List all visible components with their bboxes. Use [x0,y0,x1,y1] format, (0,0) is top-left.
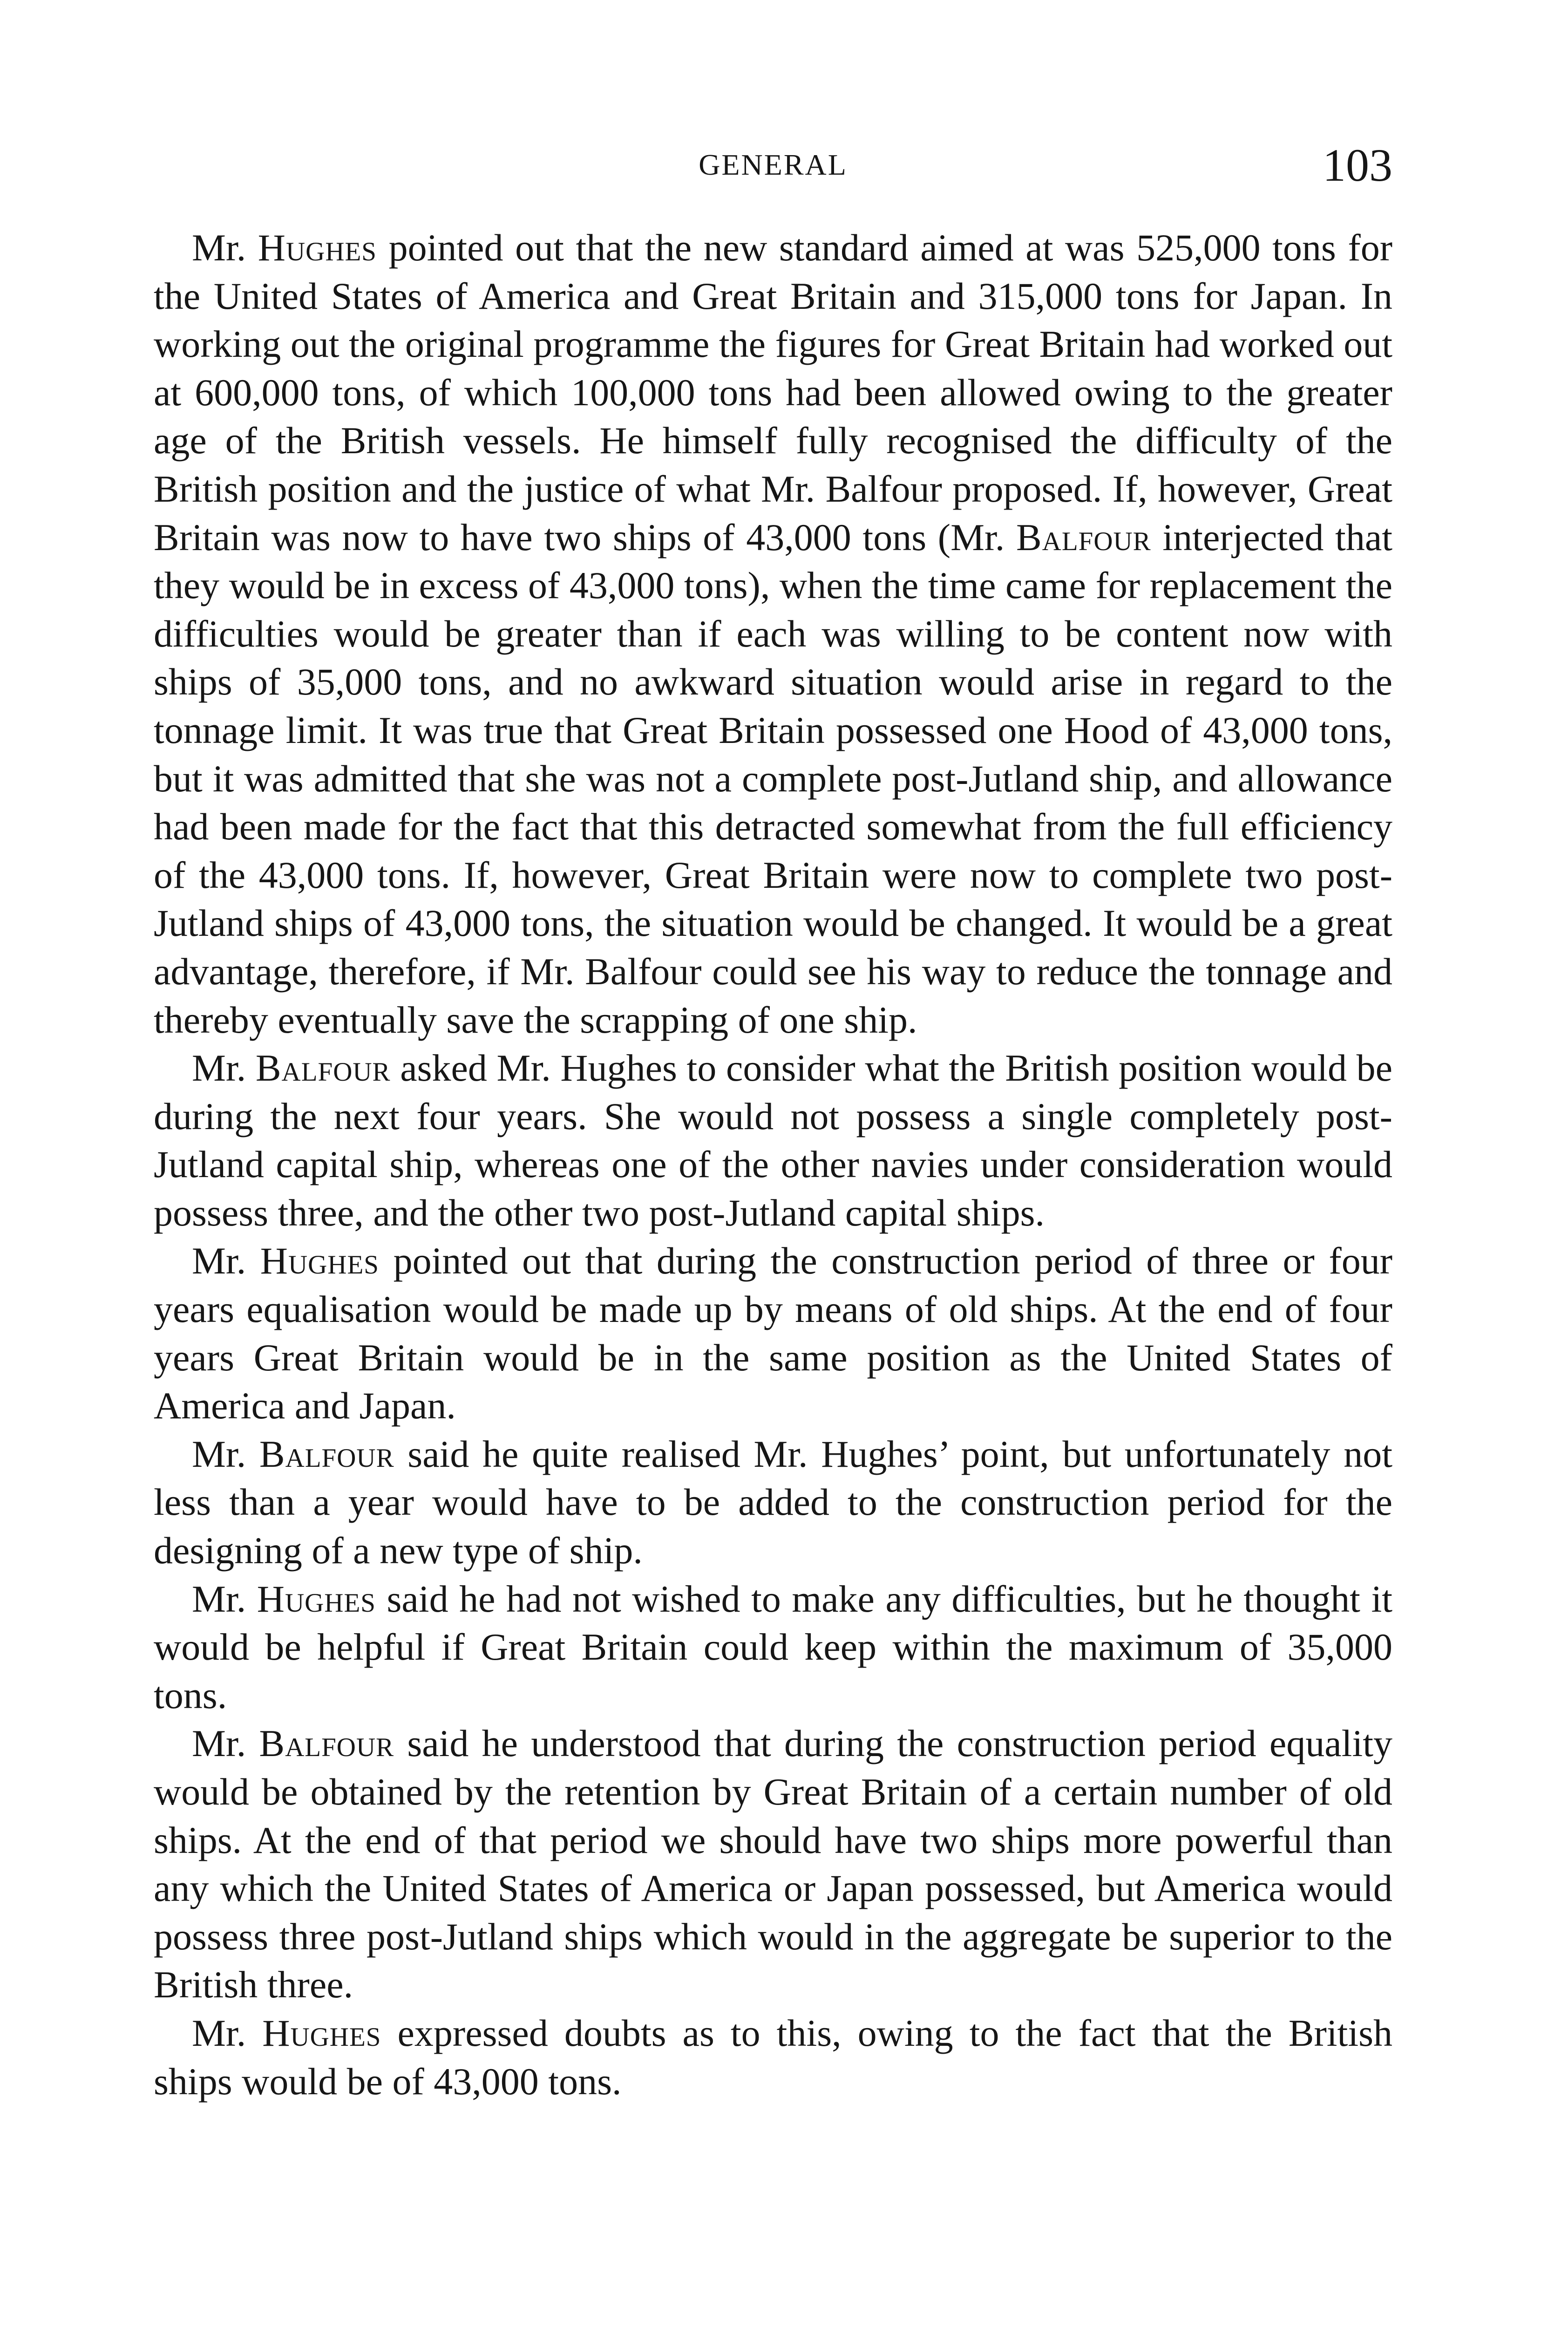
paragraph-balfour-position [154,1044,1392,1237]
speaker-title: Mr. [192,1432,246,1475]
paragraph-balfour-designing [154,1430,1392,1575]
paragraph-text: pointed out that during the construction period of three or four years equalisation would be made up by means of old ships. At the end of four years Great Britain would be in the same position as the United States of America and Japan. [154,1239,1393,1427]
paragraph-text: said he understood that during the construction period equality would be obtained by the retention by Great Britain of a certain number of old ships. At the end of that period we should have two ships more powerful than any which the United States of America or Japan possessed, but America would possess three post-Jutland ships which would in the aggregate be superior to the British three. [154,1722,1393,2006]
speaker-name: Hughes [260,1239,379,1282]
paragraph-hughes-doubts [154,2009,1392,2105]
paragraph-text-continued: interjected that they would be in excess of 43,000 tons), when the time came for replacement the difficulties would be greater than if each was willing to be content now with ships of 35,000 tons, and no awkward situation would arise in regard to the tonnage limit. It was true that Great Britain possessed one Hood of 43,000 tons, but it was admitted that she was not a complete post-Jutland ship, and allowance had been made for the fact that this detracted somewhat from the full efficiency of the 43,000 tons. If, however, Great Britain were now to complete two post-Jutland ships of 43,000 tons, the situation would be changed. It would be a great advantage, therefore, if Mr. Balfour could see his way to reduce the tonnage and thereby eventually save the scrapping of one ship. [154,516,1393,1041]
speaker-name: Hughes [258,226,377,269]
speaker-title: Mr. [192,2011,246,2054]
text-body [154,224,1392,2105]
speaker-title: Mr. [192,1047,246,1090]
page-number: 103 [1323,139,1392,191]
paragraph-text: expressed doubts as to this, owing to the fact that the British ships would be of 43,000 tons. [154,2011,1393,2103]
speaker-title: Mr. [192,226,246,269]
paragraph-text: pointed out that the new standard aimed at was 525,000 tons for the United States of America and Great Britain and 315,000 tons for Japan. In working out the original programme the figures for Great Britain had worked out at 600,000 tons, of which 100,000 tons had been allowed owing to the greater age of the British vessels. He himself fully recognised the difficulty of the British position and the justice of what Mr. Balfour proposed. If, however, Great Britain was now to have two ships of 43,000 tons (Mr. [154,226,1393,558]
paragraph-balfour-equality [154,1719,1392,2009]
speaker-name: Hughes [257,1577,376,1620]
speaker-name: Balfour [259,1432,394,1475]
speaker-title: Mr. [192,1577,246,1620]
speaker-name: Balfour [255,1047,391,1090]
speaker-name: Balfour [259,1722,394,1765]
paragraph-hughes-standard [154,224,1392,1044]
paragraph-text: said he quite realised Mr. Hughes’ point, but unfortunately not less than a year would have to be added to the construction period for the designing of a new type of ship. [154,1432,1393,1572]
paragraph-text: asked Mr. Hughes to consider what the British position would be during the next four years. She would not possess a single completely post-Jutland capital ship, whereas one of the other navies under consideration would possess three, and the other two post-Jutland capital ships. [154,1047,1393,1234]
paragraph-hughes-equalisation [154,1237,1392,1430]
running-head [154,140,1392,196]
speaker-title: Mr. [192,1239,246,1282]
speaker-name: Hughes [262,2011,381,2054]
speaker-title: Mr. [192,1722,246,1765]
paragraph-text: said he had not wished to make any difficulties, but he thought it would be helpful if Great Britain could keep within the maximum of 35,000 tons. [154,1577,1393,1716]
paragraph-hughes-maximum [154,1575,1392,1720]
interjecting-speaker-name: Balfour [1016,516,1151,558]
running-title: GENERAL [699,148,848,181]
